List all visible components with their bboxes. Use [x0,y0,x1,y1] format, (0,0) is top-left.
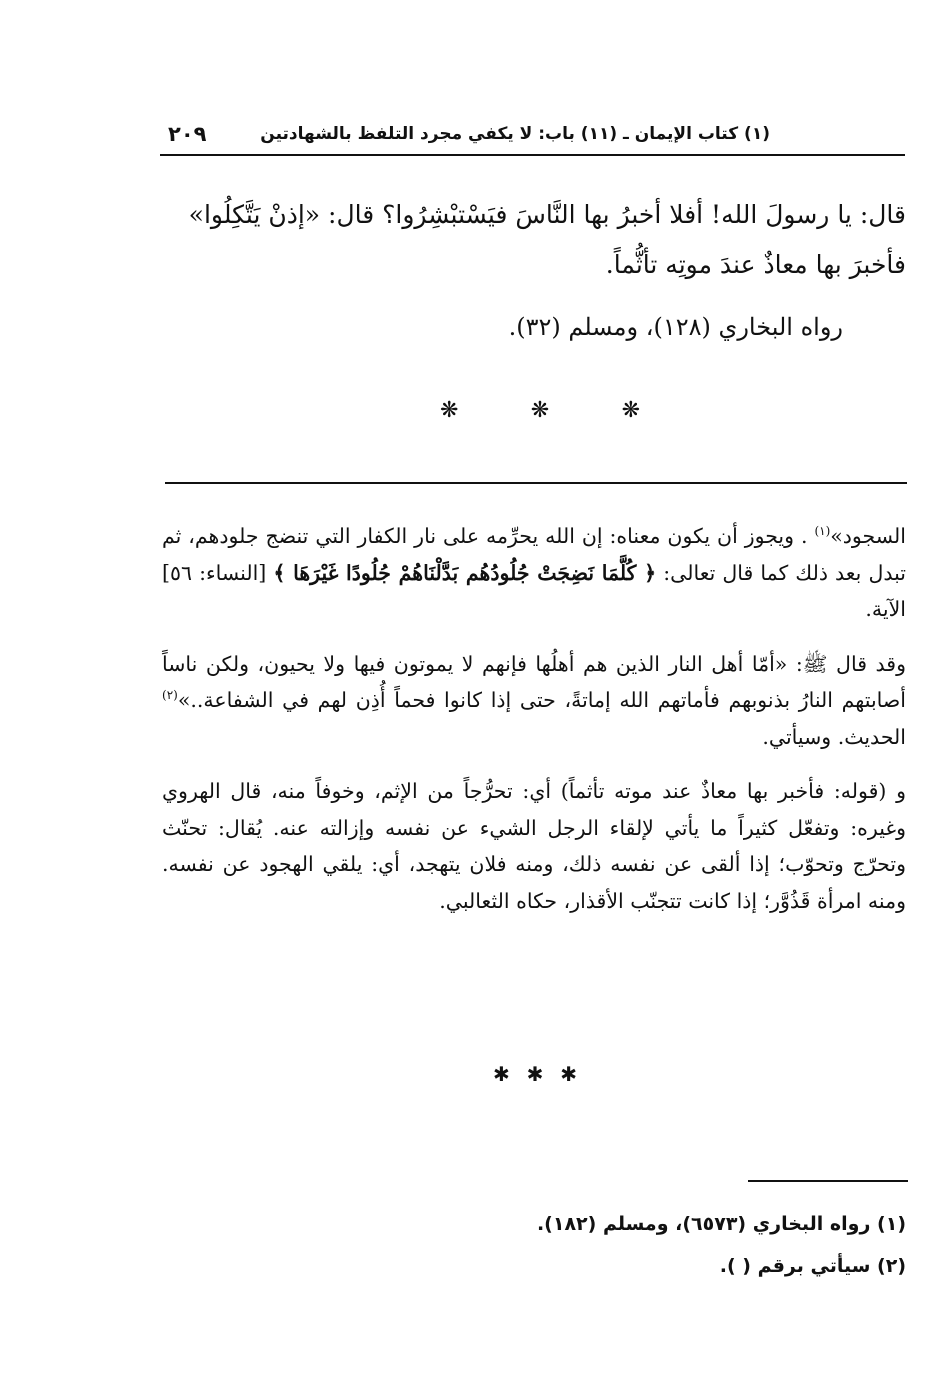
end-stars [493,1062,577,1086]
section-divider-stars [440,398,640,423]
footnote: (١) رواه البخاري (٦٥٧٣)، ومسلم (١٨٢). [536,1213,906,1235]
footnote-rule [748,1180,908,1182]
hadith-line: فأخبرَ بها معاذٌ عندَ موتِه تأثُّماً. [605,250,906,279]
text-run: وقد قال ﷺ: «أمّا أهل النار الذين هم أهلُها فإنهم لا يموتون فيها ولا يحيون، ولكن ناساً أصابتهم النارُ بذنوبهم فأماتهم الله إماتةً، حتى إذا كانوا فحماً أُذِن لهم في الشفاعة..» [162,651,906,712]
text-run: . ويجوز أن يكون معناه: إن الله يحرِّمه على نار الكفار التي تنضج جلودهم، ثم تبدل بعد ذلك كما قال تعالى: [162,524,907,585]
footnote-ref: (١) [814,524,831,539]
commentary-paragraph [162,646,906,756]
hadith-line: قال: يا رسولَ الله! أفلا أخبرُ بها النَّاسَ فيَسْتبْشِرُوا؟ قال: «إذنْ يَتَّكِلُوا» [188,200,906,229]
footnotes [166,1203,906,1287]
hadith-text [166,190,906,290]
star-ornament-icon: ❋ [621,398,640,423]
text-run: [النساء: ٥٦] الآية. [162,560,906,621]
quran-verse: ﴿ كُلَّمَا نَضِجَتْ جُلُودُهُم بَدَّلْنَاهُمْ جُلُودًا غَيْرَهَا ﴾ [273,560,657,585]
star-icon: ✱ [526,1062,544,1086]
star-icon: ✱ [493,1062,510,1086]
star-icon: ✱ [560,1062,577,1086]
horizontal-rule [165,482,907,484]
star-ornament-icon: ❋ [440,398,459,423]
hadith-source: رواه البخاري (١٢٨)، ومسلم (٣٢). [508,313,843,341]
text-run: السجود» [830,524,906,548]
commentary-paragraph [162,518,906,628]
star-ornament-icon: ❋ [530,398,550,423]
footnote: (٢) سيأتي برقم ( ). [719,1255,906,1277]
running-header [160,118,905,156]
text-run: الحديث. وسيأتي. [762,724,906,749]
page-number: ٢٠٩ [168,122,207,146]
chapter-title: (١) كتاب الإيمان ـ (١١) باب: لا يكفي مجرد التلفظ بالشهادتين [260,124,770,144]
commentary-text [162,518,906,919]
commentary-paragraph: و (قوله: فأخبر بها معاذٌ عند موته تأثماً) أي: تحرُّجاً من الإثم، وخوفاً منه، قال الهروي وغيره: وتفعّل كثيراً ما يأتي لإلقاء الرجل الشيء عن نفسه وإزالته عنه. يُقال: تحنّث وتحرّج وتحوّب؛ إذا ألقى عن نفسه ذلك، ومنه فلان يتهجد، أي: يلقي الهجود عن نفسه. ومنه امرأة قَذُوَّر؛ إذا كانت تتجنّب الأقذار، حكاه الثعالبي. [162,779,906,913]
footnote-ref: (٢) [162,688,178,703]
